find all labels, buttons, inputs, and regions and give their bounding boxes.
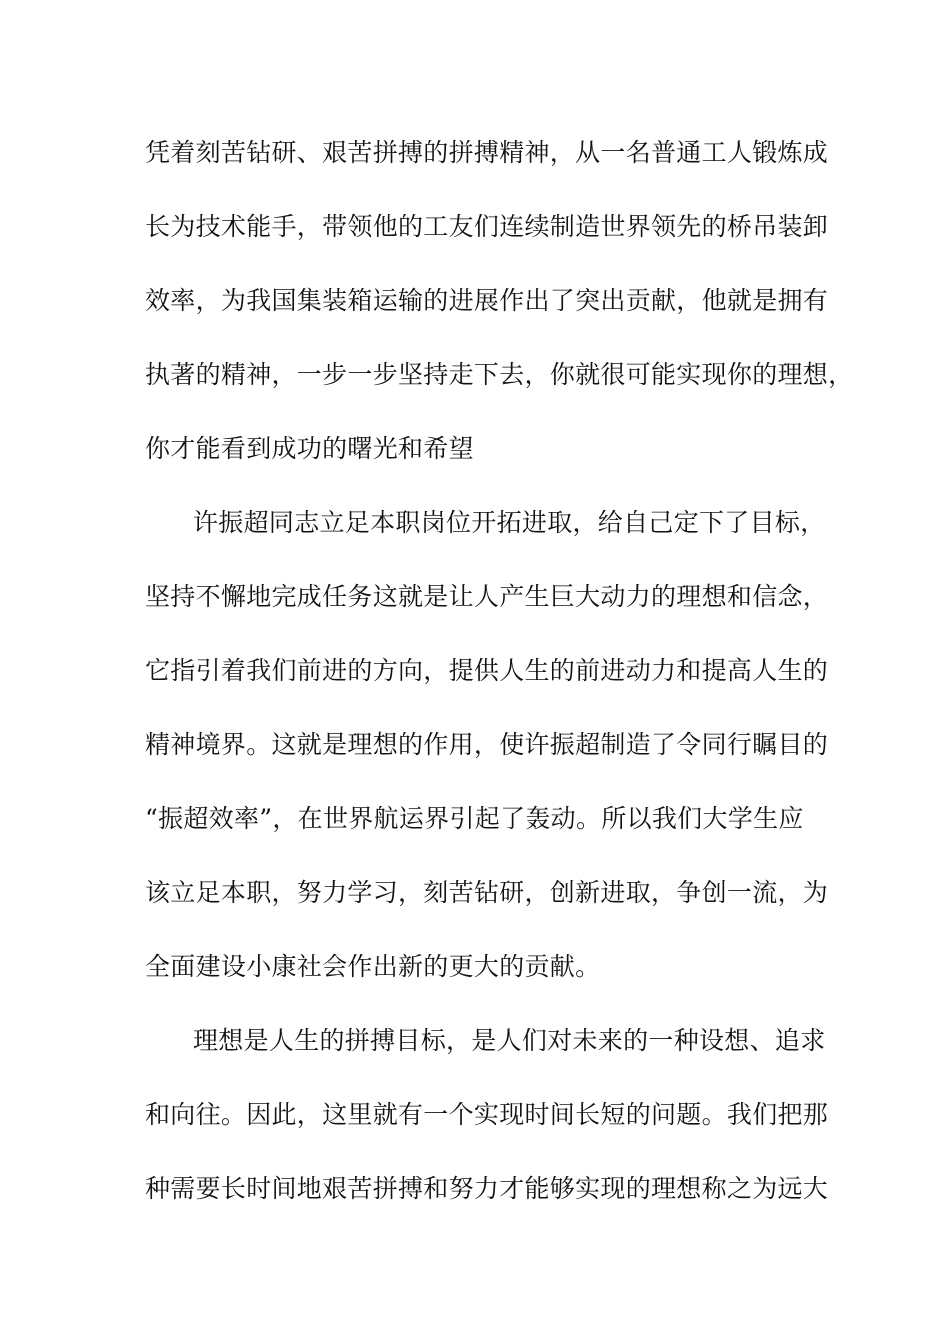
- paragraph-first-line: 许振超同志立足本职岗位开拓进取，给自己定下了目标，: [193, 508, 826, 537]
- text-line: 长为技术能手，带领他的工友们连续制造世界领先的桥吊装卸: [145, 212, 829, 241]
- text-line: 该立足本职，努力学习，刻苦钻研，创新进取，争创一流，为: [145, 878, 829, 907]
- text-line: “振超效率”，在世界航运界引起了轰动。所以我们大学生应: [145, 804, 804, 833]
- text-line: 坚持不懈地完成任务这就是让人产生巨大动力的理想和信念，: [145, 582, 829, 611]
- text-line: 执著的精神，一步一步坚持走下去，你就很可能实现你的理想，: [145, 360, 854, 389]
- text-line: 和向往。因此，这里就有一个实现时间长短的问题。我们把那: [145, 1100, 829, 1129]
- text-line: 它指引着我们前进的方向，提供人生的前进动力和提高人生的: [145, 656, 829, 685]
- text-line: 效率，为我国集装箱运输的进展作出了突出贡献，他就是拥有: [145, 286, 829, 315]
- text-line: 精神境界。这就是理想的作用，使许振超制造了令同行瞩目的: [145, 730, 829, 759]
- paragraph-first-line: 理想是人生的拼搏目标，是人们对未来的一种设想、追求: [193, 1026, 826, 1055]
- text-line: 你才能看到成功的曙光和希望: [145, 434, 474, 463]
- text-line: 全面建设小康社会作出新的更大的贡献。: [145, 952, 601, 981]
- text-line: 凭着刻苦钻研、艰苦拼搏的拼搏精神，从一名普通工人锻炼成: [145, 138, 829, 167]
- text-line: 种需要长时间地艰苦拼搏和努力才能够实现的理想称之为远大: [145, 1174, 829, 1203]
